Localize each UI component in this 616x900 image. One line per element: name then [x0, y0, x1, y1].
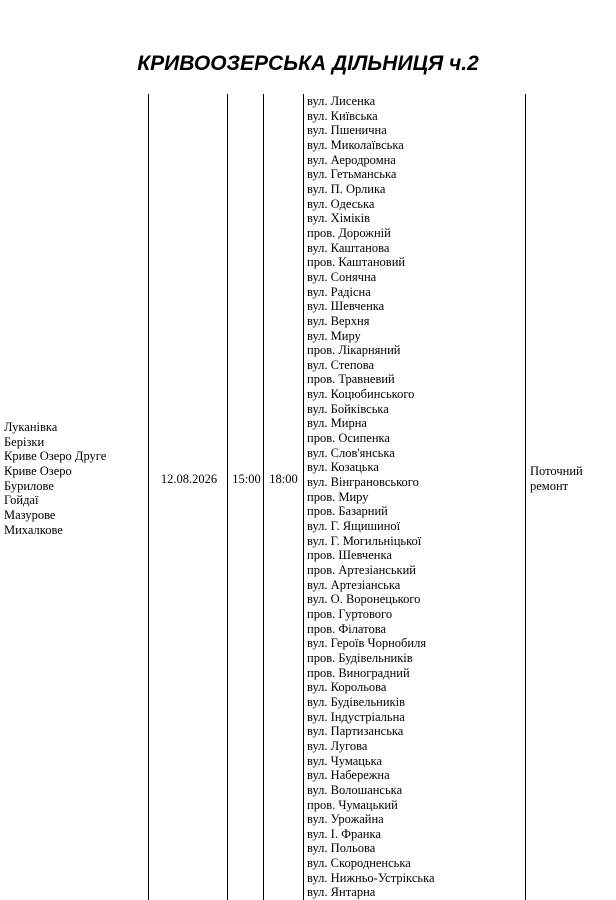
street-name: пров. Філатова [307, 621, 386, 636]
street-name: вул. Радісна [307, 284, 371, 299]
street-name: вул. Героїв Чорнобиля [307, 636, 427, 651]
outage-table [0, 94, 616, 900]
street-name: вул. Шевченка [307, 299, 385, 314]
street-name: вул. Бойківська [307, 401, 389, 416]
street-name: вул. Миру [307, 328, 361, 343]
street-name: пров. Миру [307, 489, 369, 504]
street-name: вул. Аеродромна [307, 152, 396, 167]
street-name: вул. Скородненська [307, 856, 411, 871]
street-name: вул. П. Орлика [307, 181, 386, 196]
street-name: вул. Лисенка [307, 94, 376, 108]
street-name: вул. Г. Ящишиної [307, 519, 401, 534]
settlement-name: Луканівка [4, 420, 58, 434]
street-name: вул. Артезіанська [307, 577, 401, 592]
settlement-name: Мазурове [4, 507, 56, 522]
street-name: пров. Лікарняний [307, 343, 401, 358]
column-divider [148, 94, 149, 900]
reason-line: Поточний [530, 464, 583, 478]
column-divider [263, 94, 264, 900]
street-name: пров. Виноградний [307, 665, 410, 680]
settlement-name: Берізки [4, 434, 45, 449]
streets-cell [307, 94, 522, 900]
street-name: вул. І. Франка [307, 826, 381, 841]
street-name: вул. Коцюбинського [307, 387, 415, 402]
settlement-name: Криве Озеро Друге [4, 449, 107, 464]
street-name: пров. Гуртового [307, 606, 393, 621]
street-name: вул. Козацька [307, 460, 379, 475]
street-name: вул. Пшенична [307, 123, 387, 138]
column-divider [525, 94, 526, 900]
settlement-name: Криве Озеро [4, 463, 72, 478]
street-name: пров. Дорожній [307, 225, 391, 240]
street-name: вул. Будівельників [307, 694, 405, 709]
street-name: вул. Гетьманська [307, 167, 397, 182]
street-name: вул. Мирна [307, 416, 367, 431]
street-name: пров. Шевченка [307, 548, 392, 563]
street-name: пров. Осипенка [307, 431, 390, 446]
street-name: вул. Степова [307, 357, 375, 372]
street-name: вул. Урожайна [307, 812, 384, 827]
settlement-name: Гойдаї [4, 493, 39, 508]
street-name: пров. Базарний [307, 504, 388, 519]
street-name: вул. Каштанова [307, 240, 390, 255]
street-name: пров. Артезіанський [307, 563, 416, 577]
column-divider [303, 94, 304, 900]
street-name: вул. Хіміків [307, 211, 370, 226]
street-name: пров. Будівельників [307, 650, 413, 665]
street-name: вул. Г. Могильніцької [307, 533, 422, 548]
street-name: пров. Каштановий [307, 255, 406, 270]
street-name: вул. Лугова [307, 738, 368, 753]
reason-line: ремонт [530, 478, 569, 493]
street-name: вул. О. Воронецького [307, 592, 421, 607]
street-name: вул. Вінграновського [307, 475, 419, 490]
street-name: вул. Миколаївська [307, 137, 404, 152]
column-divider [227, 94, 228, 900]
street-name: вул. Верхня [307, 313, 370, 328]
street-name: вул. Індустріальна [307, 709, 405, 724]
street-name: пров. Травневий [307, 372, 395, 387]
settlement-name: Михалкове [4, 522, 63, 537]
street-name: вул. Корольова [307, 680, 387, 695]
outage-time-to: 18:00 [269, 472, 298, 486]
street-name: вул. Волошанська [307, 782, 403, 797]
street-name: вул. Нижньо-Устрікська [307, 870, 435, 885]
street-name: вул. Слов'янська [307, 445, 395, 460]
street-name: вул. Польова [307, 841, 376, 856]
street-name: вул. Чумацька [307, 753, 383, 768]
street-name: вул. Київська [307, 108, 378, 123]
street-name: вул. Янтарна [307, 885, 376, 900]
street-name: вул. Набережна [307, 768, 390, 783]
outage-date: 12.08.2026 [160, 472, 218, 486]
street-name: вул. Одеська [307, 196, 375, 211]
outage-time-from: 15:00 [232, 472, 261, 486]
street-name: пров. Чумацький [307, 797, 398, 812]
street-name: вул. Сонячна [307, 269, 377, 284]
outage-reason [530, 464, 614, 493]
settlements-cell [4, 420, 144, 537]
street-name: вул. Партизанська [307, 724, 404, 739]
settlement-name: Бурилове [4, 478, 54, 493]
page-title: КРИВООЗЕРСЬКА ДІЛЬНИЦЯ ч.2 [137, 52, 479, 75]
